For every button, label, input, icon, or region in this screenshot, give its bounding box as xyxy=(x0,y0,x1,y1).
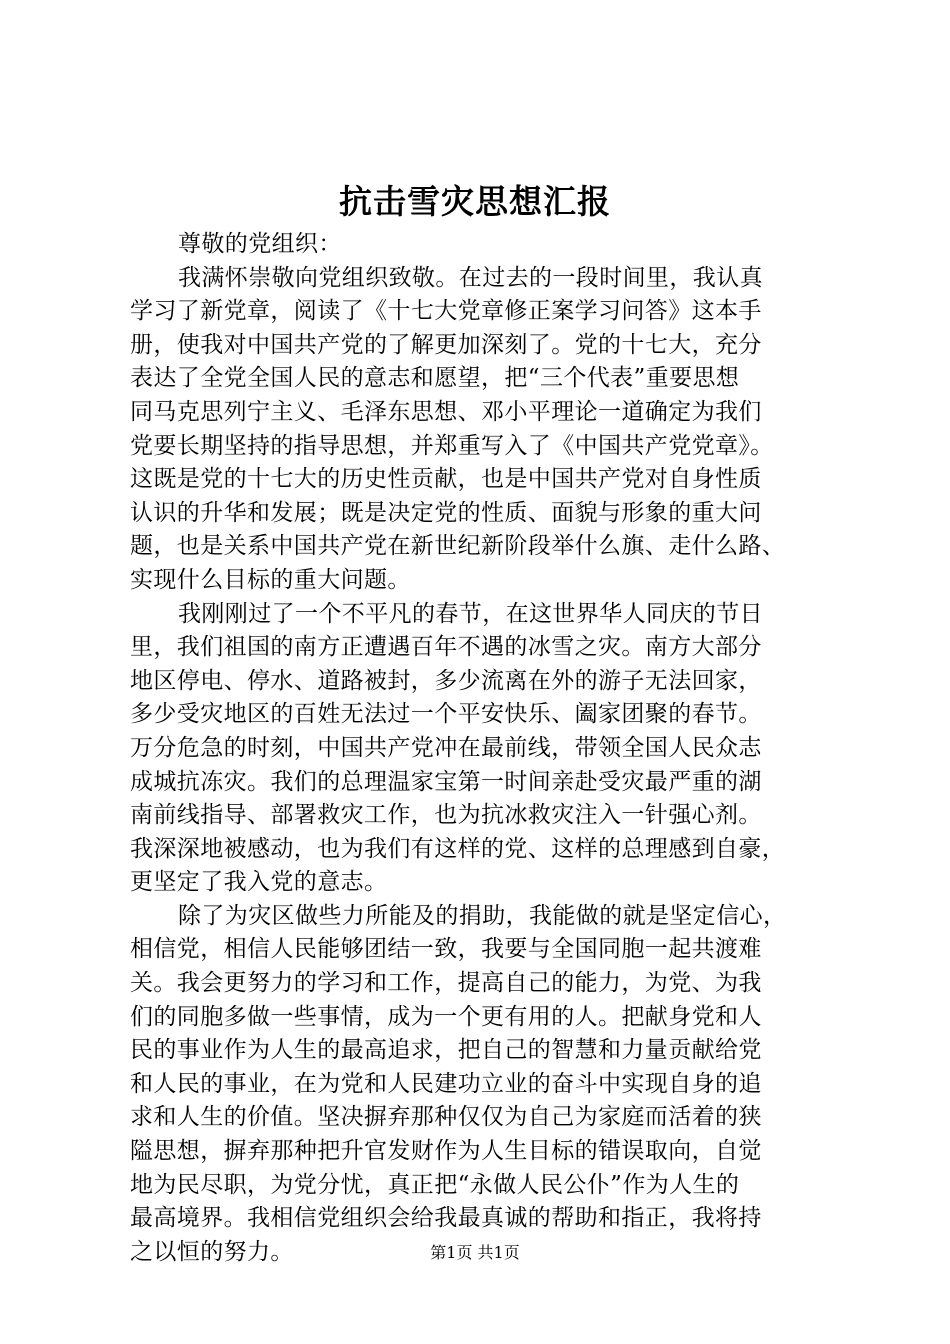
text-line: 民的事业作为人生的最高追求，把自己的智慧和力量贡献给党 xyxy=(130,1037,762,1064)
text-line: 地区停电、停水、道路被封，多少流离在外的游子无法回家， xyxy=(130,667,762,694)
text-line: 这既是党的十七大的历史性贡献，也是中国共产党对自身性质 xyxy=(130,466,762,493)
text-line: 实现什么目标的重大问题。 xyxy=(130,566,411,593)
text-line: 我深深地被感动，也为我们有这样的党、这样的总理感到自豪， xyxy=(130,835,786,862)
text-line: 最高境界。我相信党组织会给我最真诚的帮助和指正，我将持 xyxy=(130,1205,762,1232)
text-line: 成城抗冻灾。我们的总理温家宝第一时间亲赴受灾最严重的湖 xyxy=(130,768,762,795)
text-line: 相信党，相信人民能够团结一致，我要与全国同胞一起共渡难 xyxy=(130,936,762,963)
page-footer: 第1页 共1页 xyxy=(430,1243,520,1262)
text-line: 册，使我对中国共产党的了解更加深刻了。党的十七大，充分 xyxy=(130,331,762,358)
text-line: 之以恒的努力。 xyxy=(130,1238,294,1265)
text-line: 党要长期坚持的指导思想，并郑重写入了《中国共产党党章》。 xyxy=(130,432,774,459)
text-line: 万分危急的时刻，中国共产党冲在最前线，带领全国人民众志 xyxy=(130,734,762,761)
text-line: 认识的升华和发展；既是决定党的性质、面貌与形象的重大问 xyxy=(130,499,762,526)
text-line: 我刚刚过了一个不平凡的春节，在这世界华人同庆的节日 xyxy=(178,600,763,627)
text-line: 题，也是关系中国共产党在新世纪新阶段举什么旗、走什么路、 xyxy=(130,533,786,560)
text-line: 里，我们祖国的南方正遭遇百年不遇的冰雪之灾。南方大部分 xyxy=(130,634,762,661)
text-line: 表达了全党全国人民的意志和愿望，把“三个代表”重要思想 xyxy=(130,365,740,392)
text-line: 除了为灾区做些力所能及的捐助，我能做的就是坚定信心， xyxy=(178,902,787,929)
text-line: 求和人生的价值。坚决摒弃那种仅仅为自己为家庭而活着的狭 xyxy=(130,1104,762,1131)
text-line: 关。我会更努力的学习和工作，提高自己的能力，为党、为我 xyxy=(130,970,762,997)
text-line: 隘思想，摒弃那种把升官发财作为人生目标的错误取向，自觉 xyxy=(130,1138,762,1165)
text-line: 更坚定了我入党的意志。 xyxy=(130,869,388,896)
text-line: 地为民尽职，为党分忧，真正把“永做人民公仆”作为人生的 xyxy=(130,1171,740,1198)
text-line: 南前线指导、部署救灾工作，也为抗冰救灾注入一针强心剂。 xyxy=(130,802,762,829)
text-line: 和人民的事业，在为党和人民建功立业的奋斗中实现自身的追 xyxy=(130,1070,762,1097)
text-line: 多少受灾地区的百姓无法过一个平安快乐、阖家团聚的春节。 xyxy=(130,701,762,728)
text-line: 我满怀崇敬向党组织致敬。在过去的一段时间里，我认真 xyxy=(178,264,763,291)
document-body xyxy=(130,228,842,1269)
text-line: 学习了新党章，阅读了《十七大党章修正案学习问答》这本手 xyxy=(130,298,762,325)
text-line: 尊敬的党组织： xyxy=(178,231,342,257)
text-line: 同马克思列宁主义、毛泽东思想、邓小平理论一道确定为我们 xyxy=(130,398,762,425)
text-line: 们的同胞多做一些事情，成为一个更有用的人。把献身党和人 xyxy=(130,1003,762,1030)
document-title: 抗击雪灾思想汇报 xyxy=(339,182,611,221)
